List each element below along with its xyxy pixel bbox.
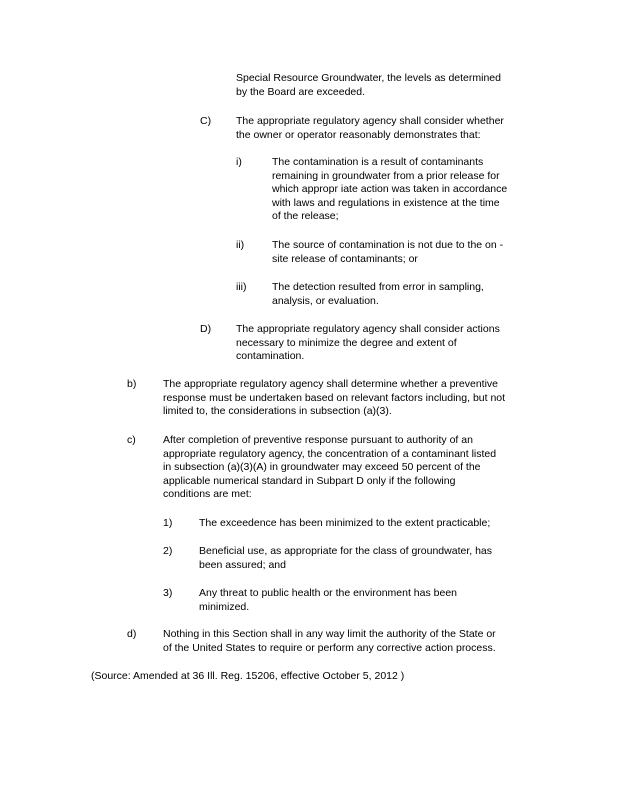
item-label-i: i) [236,156,242,168]
text-line: appropriate regulatory agency, the concentration of a contaminant listed [163,447,497,460]
paragraph-i [272,156,507,224]
text-line: After completion of preventive response pursuant to authority of an [163,434,473,446]
item-label-ii: ii) [236,239,245,251]
text-line: the owner or operator reasonably demonstrates that: [236,128,481,141]
paragraph-1 [199,517,490,531]
text-line: applicable numerical standard in Subpart D only if the following [163,474,456,487]
text-line: in subsection (a)(3)(A) in groundwater may exceed 50 percent of the [163,461,481,473]
text-line: The appropriate regulatory agency shall consider actions [236,323,500,335]
text-line: of the United States to require or perform any corrective action process. [163,641,496,654]
item-label-iii: iii) [236,281,247,293]
continuation-text [236,72,501,99]
item-label-D: D) [200,323,212,335]
paragraph-2 [199,545,492,572]
paragraph-d [163,628,496,655]
paragraph-ii [272,239,503,266]
text-line: The detection resulted from error in sampling, [272,281,484,293]
text-line: with laws and regulations in existence at the time [272,196,500,209]
paragraph-b [163,378,505,419]
paragraph-3 [199,587,457,614]
item-label-C: C) [200,115,212,127]
text-line: necessary to minimize the degree and extent of [236,336,457,349]
text-line: The contamination is a result of contaminants [272,156,484,168]
item-label-b: b) [127,378,137,390]
text-line: Nothing in this Section shall in any way limit the authority of the State or [163,628,496,640]
text-line: of the release; [272,210,339,222]
text-line: remaining in groundwater from a prior release for [272,169,500,182]
item-label-2: 2) [163,545,173,557]
text-line: analysis, or evaluation. [272,294,379,307]
paragraph-D [236,323,500,364]
text-line: contamination. [236,350,305,362]
text-line: Beneficial use, as appropriate for the class of groundwater, has [199,545,493,557]
text-line: site release of contaminants; or [272,252,418,265]
text-line: minimized. [199,600,250,613]
paragraph-c [163,434,496,502]
paragraph-C [236,115,504,142]
text-line: Special Resource Groundwater, the levels as determined [236,72,501,84]
text-line: The source of contamination is not due to the on - [272,239,504,251]
text-line: which appropr iate action was taken in accordance [272,183,508,195]
item-label-1: 1) [163,517,173,529]
text-line: The exceedence has been minimized to the extent practicable; [199,517,491,529]
text-line: been assured; and [199,558,286,571]
text-line: conditions are met: [163,488,252,500]
item-label-c: c) [127,434,136,446]
item-label-d: d) [127,628,137,640]
text-line: Any threat to public health or the environment has been [199,587,457,599]
text-line: response must be undertaken based on relevant factors including, but not [163,391,506,404]
text-line: by the Board are exceeded. [236,85,366,98]
item-label-3: 3) [163,587,173,599]
source-note: (Source: Amended at 36 Ill. Reg. 15206, effective October 5, 2012 ) [91,670,405,682]
text-line: limited to, the considerations in subsection (a)(3). [163,405,392,417]
text-line: The appropriate regulatory agency shall consider whether [236,115,504,127]
text-line: The appropriate regulatory agency shall determine whether a preventive [163,378,499,390]
paragraph-iii [272,281,484,308]
